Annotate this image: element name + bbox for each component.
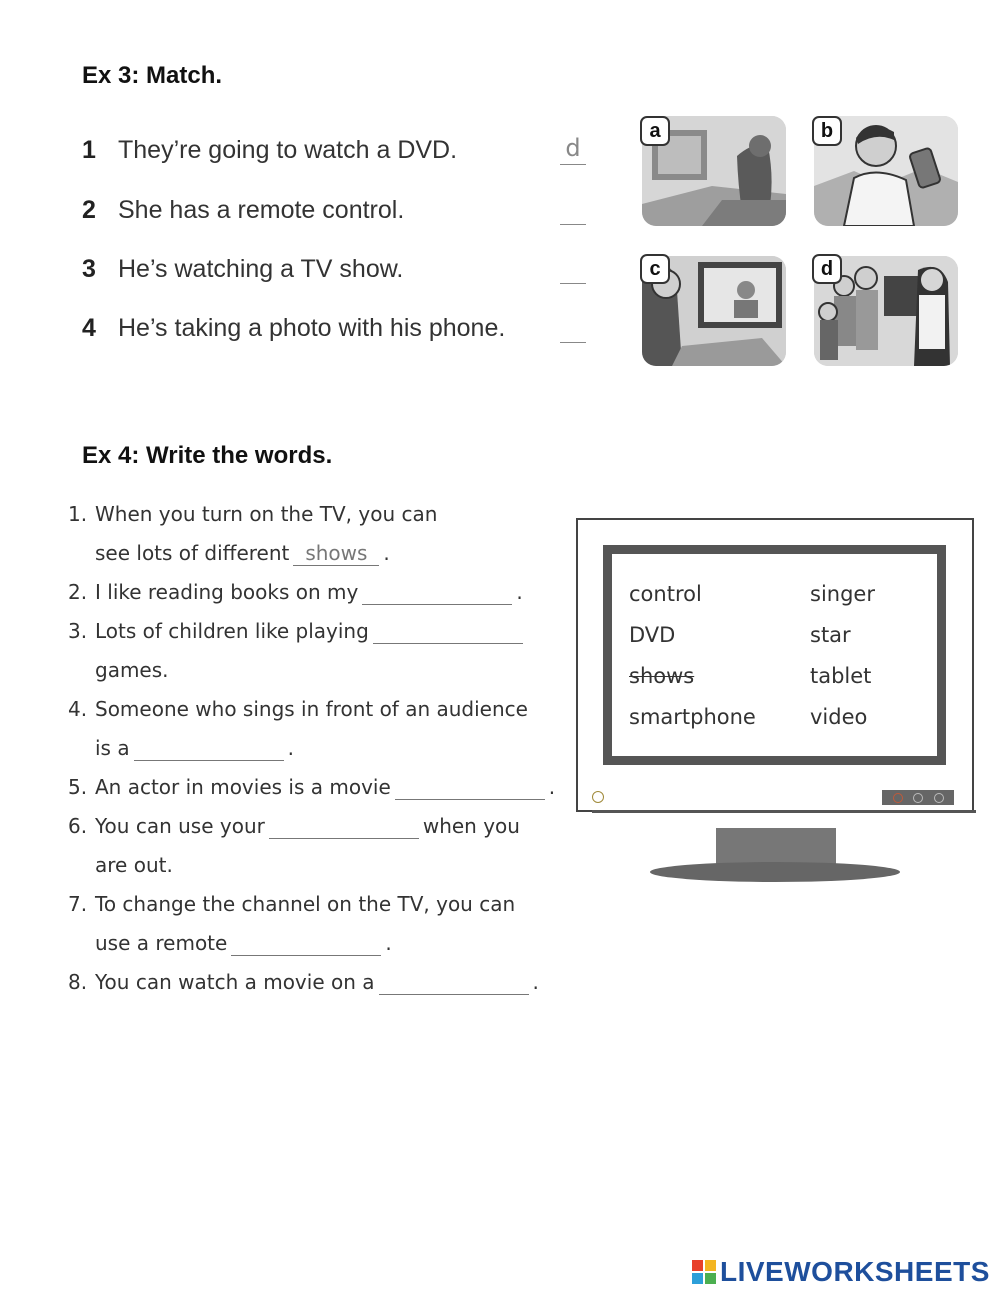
sentence-text: . [548,775,556,799]
tv-power-light-icon [592,791,604,803]
sentence-text: An actor in movies is a movie [95,775,391,799]
sentence-text: To change the channel on the TV, you can [95,892,516,916]
ex3-title: Ex 3: Match. [82,62,223,89]
ex3-answer-4[interactable] [560,310,586,343]
word-bank-item-used: shows [629,664,695,688]
word-bank-item: tablet [810,664,872,688]
logo-text: LIVEWORKSHEETS [720,1256,990,1287]
ex3-answer-1[interactable] [560,132,586,165]
ex3-answer-3[interactable] [560,251,586,284]
answer-blank-8[interactable] [379,970,529,995]
sentence-number: 7. [68,892,88,916]
answer-blank-5[interactable] [395,775,545,800]
ex3-item-text: They’re going to watch a DVD. [118,135,458,164]
sentence-1-line-2 [68,534,568,573]
picture-label: b [812,116,842,146]
ex3-item-number: 1 [82,135,96,164]
answer-blank-4[interactable] [134,736,284,761]
ex3-item-text: He’s watching a TV show. [118,254,404,283]
sentence-text: . [532,970,539,994]
ex3-item-text: He’s taking a photo with his phone. [118,313,506,342]
sentence-7-line-2 [68,924,568,963]
sentence-text: When you turn on the TV, you can [95,502,438,526]
sentence-5 [68,768,568,807]
sentence-number: 5. [68,775,88,799]
word-bank-item: control [629,582,702,606]
ex3-item-2 [82,194,404,226]
word-bank-item: DVD [629,623,676,647]
ex3-item-number: 4 [82,313,96,342]
picture-label: d [812,254,842,284]
sentence-text: when you [422,814,520,838]
sentence-3 [68,612,568,651]
sentence-text: see lots of different [95,541,290,565]
sentence-4 [68,690,568,729]
sentence-text: games. [95,658,169,682]
ex4-sentences [68,495,568,1002]
sentence-text: . [516,580,523,604]
sentence-text: Someone who sings in front of an audience [95,697,528,721]
ex3-item-text: She has a remote control. [118,195,405,224]
sentence-text: You can watch a movie on a [95,970,375,994]
sentence-number: 6. [68,814,88,838]
sentence-text: . [383,541,390,565]
sentence-2 [68,573,568,612]
ex3-item-3 [82,253,403,285]
sentence-text: is a [95,736,130,760]
sentence-number: 3. [68,619,88,643]
sentence-7 [68,885,568,924]
picture-label: a [640,116,670,146]
sentence-8 [68,963,568,1002]
answer-blank-7[interactable] [231,931,381,956]
word-bank [612,554,937,756]
sentence-text: Lots of children like playing [95,619,369,643]
sentence-text: use a remote [95,931,228,955]
ex3-item-number: 2 [82,195,96,224]
ex3-answer-2[interactable] [560,192,586,225]
answer-blank-6[interactable] [269,814,419,839]
sentence-1 [68,495,568,534]
word-bank-screen [603,545,946,765]
sentence-6 [68,807,568,846]
tv-bezel-line [592,810,976,813]
ex3-item-1 [82,134,457,166]
ex3-item-number: 3 [82,254,96,283]
sentence-3-line-2 [68,651,568,690]
answer-blank-2[interactable] [362,580,512,605]
sentence-text: are out. [95,853,173,877]
sentence-text: You can use your [95,814,265,838]
tv-button-icon [893,793,903,803]
picture-label: c [640,254,670,284]
sentence-number: 1. [68,502,88,526]
word-bank-item: star [810,623,851,647]
sentence-text: I like reading books on my [95,580,359,604]
tv-buttons [882,790,954,805]
answer-blank-1[interactable] [293,541,379,566]
sentence-6-line-2 [68,846,568,885]
sentence-4-line-2 [68,729,568,768]
tv-button-icon [913,793,923,803]
ex3-item-4 [82,312,505,344]
answer-blank-3[interactable] [373,619,523,644]
sentence-text: . [287,736,294,760]
logo-mark-icon [692,1260,716,1284]
word-bank-item: smartphone [629,705,756,729]
sentence-number: 4. [68,697,88,721]
sentence-number: 8. [68,970,88,994]
word-bank-item: video [810,705,868,729]
word-bank-item: singer [810,582,875,606]
ex4-title: Ex 4: Write the words. [82,442,333,469]
tv-button-icon [934,793,944,803]
liveworksheets-logo [692,1256,990,1288]
sentence-text: . [385,931,392,955]
tv-stand-base [650,862,900,882]
sentence-number: 2. [68,580,88,604]
